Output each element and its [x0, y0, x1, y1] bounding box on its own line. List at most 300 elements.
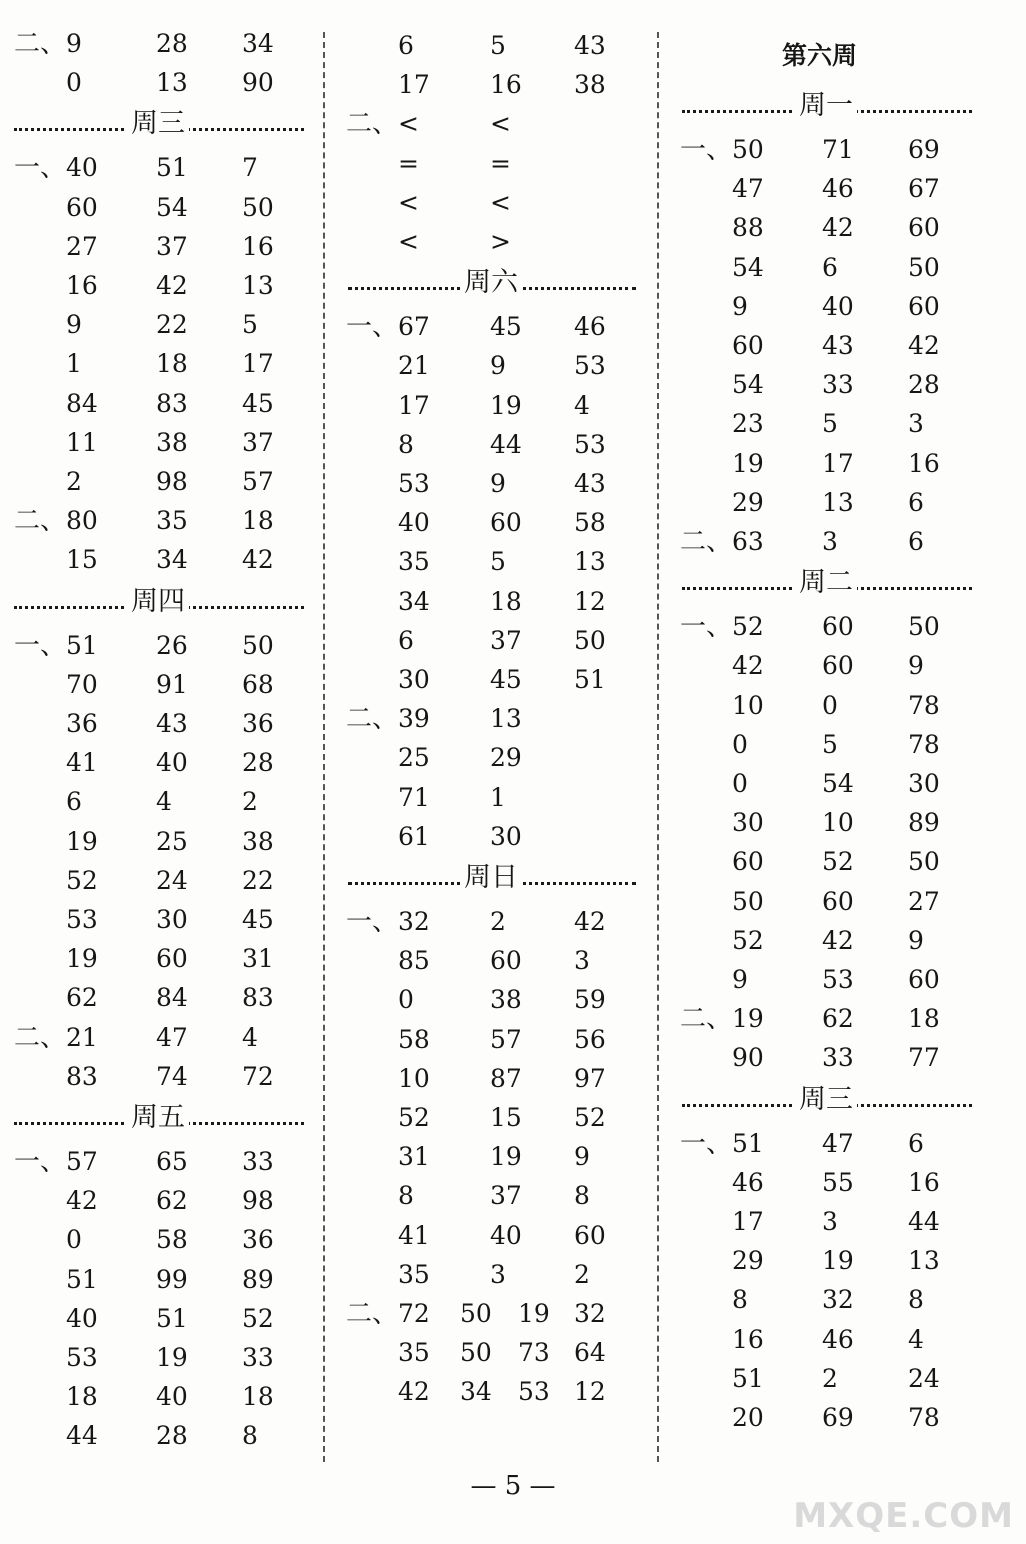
answer-value: 52 — [732, 612, 764, 641]
answer-value: 30 — [156, 905, 188, 934]
answer-value: 28 — [242, 748, 274, 777]
answer-value: 9 — [66, 310, 82, 339]
answer-value: 18 — [242, 506, 274, 535]
answer-value: 50 — [908, 253, 940, 282]
question-marker: 一、 — [680, 612, 733, 642]
answer-row — [0, 764, 1026, 804]
answer-value: 52 — [66, 866, 98, 895]
answer-row — [0, 26, 1026, 66]
question-marker: 二、 — [680, 527, 733, 557]
answer-value: 5 — [490, 547, 506, 576]
day-label: 周二 — [795, 561, 857, 605]
answer-value: 2 — [66, 467, 82, 496]
answer-value: 51 — [574, 665, 606, 694]
answer-row — [0, 404, 1026, 444]
answer-value: 16 — [66, 271, 98, 300]
answer-value: < — [398, 227, 419, 256]
answer-value: 8 — [908, 1285, 924, 1314]
answer-value: 3 — [574, 946, 590, 975]
answer-value: 54 — [732, 370, 764, 399]
answer-value: 8 — [398, 1181, 414, 1210]
answer-value: 87 — [490, 1064, 522, 1093]
answer-value: = — [398, 149, 419, 178]
answer-row — [0, 444, 1026, 484]
answer-value: 8 — [574, 1181, 590, 1210]
answer-value: 6 — [398, 626, 414, 655]
answer-value: 50 — [908, 847, 940, 876]
answer-value: 0 — [822, 691, 838, 720]
day-label: 周六 — [460, 261, 522, 305]
answer-value: 88 — [732, 213, 764, 242]
answer-value: 55 — [822, 1168, 854, 1197]
question-marker: 一、 — [14, 631, 67, 661]
answer-value: 17 — [242, 349, 274, 378]
question-marker: 二、 — [346, 704, 399, 734]
answer-value: 19 — [156, 1343, 188, 1372]
answer-row — [0, 1038, 1026, 1078]
answer-value: 80 — [66, 506, 98, 535]
answer-value: 8 — [398, 430, 414, 459]
answer-row — [0, 1163, 1026, 1203]
answer-value: 40 — [490, 1221, 522, 1250]
answer-value: 40 — [66, 1304, 98, 1333]
question-marker: 一、 — [346, 907, 399, 937]
answer-value: 2 — [822, 1364, 838, 1393]
answer-value: 34 — [398, 587, 430, 616]
answer-value: 9 — [908, 926, 924, 955]
answer-value: 44 — [66, 1421, 98, 1450]
answer-value: 13 — [908, 1246, 940, 1275]
answer-row — [0, 522, 1026, 562]
answer-row — [0, 882, 1026, 922]
answer-value: 9 — [732, 965, 748, 994]
answer-value: 13 — [822, 488, 854, 517]
question-marker: 二、 — [14, 29, 67, 59]
answer-value: 78 — [908, 1403, 940, 1432]
answer-value: > — [490, 227, 511, 256]
week-title: 第六周 — [782, 41, 858, 70]
answer-value: 62 — [156, 1186, 188, 1215]
answer-row — [0, 1202, 1026, 1242]
answer-value: 57 — [66, 1147, 98, 1176]
answer-value: 42 — [242, 545, 274, 574]
answer-value: 18 — [66, 1382, 98, 1411]
answer-row — [0, 130, 1026, 170]
answer-value: 83 — [242, 983, 274, 1012]
answer-value: 15 — [490, 1103, 522, 1132]
answer-value: 16 — [732, 1325, 764, 1354]
answer-value: 16 — [908, 1168, 940, 1197]
answer-value: 29 — [490, 743, 522, 772]
answer-row — [0, 842, 1026, 882]
answer-value: 59 — [574, 985, 606, 1014]
answer-value: 37 — [490, 626, 522, 655]
answer-value: 51 — [66, 631, 98, 660]
answer-value: 6 — [908, 527, 924, 556]
answer-value: 38 — [490, 985, 522, 1014]
answer-row — [0, 803, 1026, 843]
answer-value: 19 — [822, 1246, 854, 1275]
answer-value: 19 — [490, 1142, 522, 1171]
answer-row — [0, 483, 1026, 523]
answer-value: 30 — [908, 769, 940, 798]
answer-value: 84 — [66, 389, 98, 418]
answer-row — [0, 1241, 1026, 1281]
answer-value: 98 — [156, 467, 188, 496]
answer-value: 3 — [822, 527, 838, 556]
answer-value: 77 — [908, 1043, 940, 1072]
answer-row — [0, 1398, 1026, 1438]
answer-value: 13 — [490, 704, 522, 733]
answer-value: 64 — [574, 1338, 606, 1367]
answer-value: 69 — [822, 1403, 854, 1432]
answer-value: 33 — [242, 1147, 274, 1176]
answer-value: 50 — [732, 135, 764, 164]
answer-row — [0, 646, 1026, 686]
answer-value: 17 — [822, 449, 854, 478]
answer-value: 34 — [156, 545, 188, 574]
answer-value: 53 — [822, 965, 854, 994]
answer-value: 18 — [908, 1004, 940, 1033]
answer-value: 6 — [398, 31, 414, 60]
answer-value: 40 — [398, 508, 430, 537]
answer-value: 60 — [908, 292, 940, 321]
answer-value: 60 — [156, 944, 188, 973]
answer-value: 60 — [822, 651, 854, 680]
answer-value: 57 — [242, 467, 274, 496]
watermark-text: MXQE.COM — [793, 1496, 1014, 1536]
answer-value: 58 — [398, 1025, 430, 1054]
answer-row — [0, 287, 1026, 327]
answer-value: 19 — [518, 1299, 550, 1328]
question-marker: 一、 — [680, 1129, 733, 1159]
day-label: 周三 — [127, 102, 189, 146]
question-marker: 二、 — [14, 506, 67, 536]
answer-value: 70 — [66, 670, 98, 699]
answer-value: 17 — [398, 391, 430, 420]
question-marker: 一、 — [14, 1147, 67, 1177]
answer-value: 19 — [732, 1004, 764, 1033]
answer-value: 60 — [732, 847, 764, 876]
answer-value: 67 — [908, 174, 940, 203]
answer-value: 50 — [732, 887, 764, 916]
answer-value: 33 — [822, 370, 854, 399]
answer-value: 34 — [460, 1377, 492, 1406]
answer-value: 60 — [822, 887, 854, 916]
answer-value: 99 — [156, 1265, 188, 1294]
answer-value: 43 — [822, 331, 854, 360]
answer-value: 53 — [66, 905, 98, 934]
answer-value: 98 — [242, 1186, 274, 1215]
answer-value: 74 — [156, 1062, 188, 1091]
answer-value: 27 — [908, 887, 940, 916]
answer-value: 31 — [398, 1142, 430, 1171]
answer-value: 83 — [156, 389, 188, 418]
answer-value: = — [490, 149, 511, 178]
answer-value: < — [398, 188, 419, 217]
answer-value: 52 — [574, 1103, 606, 1132]
answer-value: 42 — [156, 271, 188, 300]
answer-value: 37 — [490, 1181, 522, 1210]
answer-value: 32 — [398, 907, 430, 936]
answer-value: 18 — [490, 587, 522, 616]
answer-value: 44 — [490, 430, 522, 459]
answer-value: 19 — [66, 827, 98, 856]
answer-value: 71 — [398, 783, 430, 812]
answer-value: 9 — [490, 351, 506, 380]
answer-value: 36 — [242, 1225, 274, 1254]
answer-value: 16 — [908, 449, 940, 478]
answer-value: 45 — [490, 665, 522, 694]
answer-value: 53 — [574, 351, 606, 380]
answer-value: 22 — [242, 866, 274, 895]
answer-value: 12 — [574, 1377, 606, 1406]
answer-value: 10 — [398, 1064, 430, 1093]
answer-value: 52 — [242, 1304, 274, 1333]
answer-value: 71 — [822, 135, 854, 164]
answer-value: 46 — [574, 312, 606, 341]
answer-value: 37 — [242, 428, 274, 457]
day-label: 周四 — [127, 580, 189, 624]
answer-value: 50 — [242, 193, 274, 222]
answer-value: 35 — [398, 547, 430, 576]
answer-value: 5 — [822, 409, 838, 438]
answer-value: 91 — [156, 670, 188, 699]
answer-value: 4 — [574, 391, 590, 420]
answer-value: 37 — [156, 232, 188, 261]
answer-value: 31 — [242, 944, 274, 973]
answer-value: 46 — [822, 1325, 854, 1354]
answer-value: 21 — [66, 1023, 98, 1052]
answer-value: < — [490, 109, 511, 138]
answer-value: 40 — [156, 1382, 188, 1411]
question-marker: 一、 — [14, 153, 67, 183]
answer-value: 7 — [242, 153, 258, 182]
answer-value: 35 — [398, 1338, 430, 1367]
answer-value: 16 — [242, 232, 274, 261]
answer-value: 67 — [398, 312, 430, 341]
answer-value: 19 — [66, 944, 98, 973]
question-marker: 一、 — [680, 135, 733, 165]
column-divider-right — [657, 32, 659, 1462]
answer-value: 36 — [242, 709, 274, 738]
answer-value: 25 — [156, 827, 188, 856]
answer-value: 60 — [490, 946, 522, 975]
answer-value: 18 — [156, 349, 188, 378]
answer-value: 84 — [156, 983, 188, 1012]
answer-value: 43 — [574, 31, 606, 60]
answer-value: 44 — [908, 1207, 940, 1236]
day-separator — [682, 84, 972, 128]
answer-value: 17 — [732, 1207, 764, 1236]
answer-value: 90 — [732, 1043, 764, 1072]
answer-value: 52 — [398, 1103, 430, 1132]
answer-value: 23 — [732, 409, 764, 438]
answer-value: 10 — [822, 808, 854, 837]
answer-row — [0, 1124, 1026, 1164]
answer-value: 9 — [908, 651, 924, 680]
answer-value: 1 — [490, 783, 506, 812]
answer-value: 45 — [242, 905, 274, 934]
answer-value: 54 — [732, 253, 764, 282]
answer-value: 38 — [156, 428, 188, 457]
answer-value: 51 — [66, 1265, 98, 1294]
answer-value: 43 — [574, 469, 606, 498]
answer-row — [0, 725, 1026, 765]
answer-value: 3 — [908, 409, 924, 438]
answer-value: 41 — [66, 748, 98, 777]
answer-value: 15 — [66, 545, 98, 574]
answer-value: 57 — [490, 1025, 522, 1054]
answer-row — [0, 1320, 1026, 1360]
answer-value: 40 — [822, 292, 854, 321]
answer-value: 60 — [908, 213, 940, 242]
answer-value: 0 — [66, 1225, 82, 1254]
answer-value: 2 — [242, 787, 258, 816]
answer-value: 51 — [732, 1364, 764, 1393]
answer-value: 30 — [490, 822, 522, 851]
answer-row — [0, 248, 1026, 288]
column-divider-left — [323, 32, 325, 1462]
answer-value: 6 — [908, 1129, 924, 1158]
answer-row — [0, 1280, 1026, 1320]
answer-value: 60 — [490, 508, 522, 537]
question-marker: 二、 — [680, 1004, 733, 1034]
answer-value: 4 — [156, 787, 172, 816]
answer-value: 18 — [242, 1382, 274, 1411]
answer-value: 42 — [908, 331, 940, 360]
answer-value: 9 — [66, 29, 82, 58]
answer-row — [0, 169, 1026, 209]
answer-value: 3 — [490, 1260, 506, 1289]
answer-value: 19 — [732, 449, 764, 478]
answer-value: 9 — [732, 292, 748, 321]
answer-value: 6 — [908, 488, 924, 517]
answer-value: 6 — [822, 253, 838, 282]
answer-value: 50 — [908, 612, 940, 641]
answer-value: 28 — [156, 29, 188, 58]
answer-value: 12 — [574, 587, 606, 616]
answer-value: 53 — [574, 430, 606, 459]
answer-value: 24 — [908, 1364, 940, 1393]
answer-value: 29 — [732, 488, 764, 517]
answer-value: 72 — [398, 1299, 430, 1328]
answer-value: 4 — [908, 1325, 924, 1354]
page-number: — 5 — — [470, 1471, 556, 1501]
answer-value: 51 — [732, 1129, 764, 1158]
answer-value: 51 — [156, 1304, 188, 1333]
answer-value: 9 — [490, 469, 506, 498]
answer-value: 20 — [732, 1403, 764, 1432]
answer-value: 36 — [66, 709, 98, 738]
answer-value: 2 — [490, 907, 506, 936]
answer-value: 28 — [908, 370, 940, 399]
answer-value: 4 — [242, 1023, 258, 1052]
answer-value: 0 — [398, 985, 414, 1014]
answer-value: 0 — [732, 730, 748, 759]
answer-value: 3 — [822, 1207, 838, 1236]
answer-value: 60 — [732, 331, 764, 360]
answer-value: 33 — [822, 1043, 854, 1072]
answer-value: 38 — [574, 70, 606, 99]
answer-value: 6 — [66, 787, 82, 816]
answer-value: 47 — [732, 174, 764, 203]
answer-value: 89 — [908, 808, 940, 837]
day-separator — [682, 1078, 972, 1122]
question-marker: 二、 — [346, 1299, 399, 1329]
answer-value: 65 — [156, 1147, 188, 1176]
answer-value: 58 — [574, 508, 606, 537]
answer-row — [0, 326, 1026, 366]
answer-value: 90 — [242, 68, 274, 97]
day-label: 周日 — [460, 856, 522, 900]
answer-value: 5 — [490, 31, 506, 60]
answer-row — [0, 607, 1026, 647]
answer-value: 42 — [66, 1186, 98, 1215]
answer-value: 9 — [574, 1142, 590, 1171]
answer-value: 2 — [574, 1260, 590, 1289]
answer-value: 10 — [732, 691, 764, 720]
answer-value: 56 — [574, 1025, 606, 1054]
answer-value: 30 — [398, 665, 430, 694]
question-marker: 二、 — [346, 109, 399, 139]
answer-value: 32 — [574, 1299, 606, 1328]
question-marker: 一、 — [346, 312, 399, 342]
answer-value: 24 — [156, 866, 188, 895]
answer-value: 0 — [732, 769, 748, 798]
answer-value: 69 — [908, 135, 940, 164]
answer-value: 13 — [574, 547, 606, 576]
answer-value: 72 — [242, 1062, 274, 1091]
answer-value: 33 — [242, 1343, 274, 1372]
answer-value: 27 — [66, 232, 98, 261]
answer-value: 42 — [574, 907, 606, 936]
answer-value: 62 — [822, 1004, 854, 1033]
answer-value: 41 — [398, 1221, 430, 1250]
day-separator — [682, 561, 972, 605]
answer-value: 68 — [242, 670, 274, 699]
answer-value: 52 — [822, 847, 854, 876]
answer-value: 46 — [732, 1168, 764, 1197]
day-label: 周一 — [795, 84, 857, 128]
answer-value: 38 — [242, 827, 274, 856]
answer-value: 60 — [574, 1221, 606, 1250]
answer-value: 47 — [156, 1023, 188, 1052]
answer-value: 17 — [398, 70, 430, 99]
answer-value: 13 — [242, 271, 274, 300]
answer-value: 35 — [398, 1260, 430, 1289]
day-label: 周三 — [795, 1078, 857, 1122]
answer-value: 54 — [156, 193, 188, 222]
answer-value: 50 — [460, 1338, 492, 1367]
answer-value: 52 — [732, 926, 764, 955]
answer-row — [0, 365, 1026, 405]
day-label: 周五 — [127, 1096, 189, 1140]
answer-value: < — [490, 188, 511, 217]
answer-value: 35 — [156, 506, 188, 535]
answer-value: 85 — [398, 946, 430, 975]
answer-value: 60 — [908, 965, 940, 994]
answer-value: 42 — [398, 1377, 430, 1406]
answer-value: 22 — [156, 310, 188, 339]
answer-value: 13 — [156, 68, 188, 97]
answer-value: 34 — [242, 29, 274, 58]
answer-row — [0, 960, 1026, 1000]
answer-value: 5 — [822, 730, 838, 759]
answer-value: 53 — [398, 469, 430, 498]
answer-value: 83 — [66, 1062, 98, 1091]
answer-value: 5 — [242, 310, 258, 339]
